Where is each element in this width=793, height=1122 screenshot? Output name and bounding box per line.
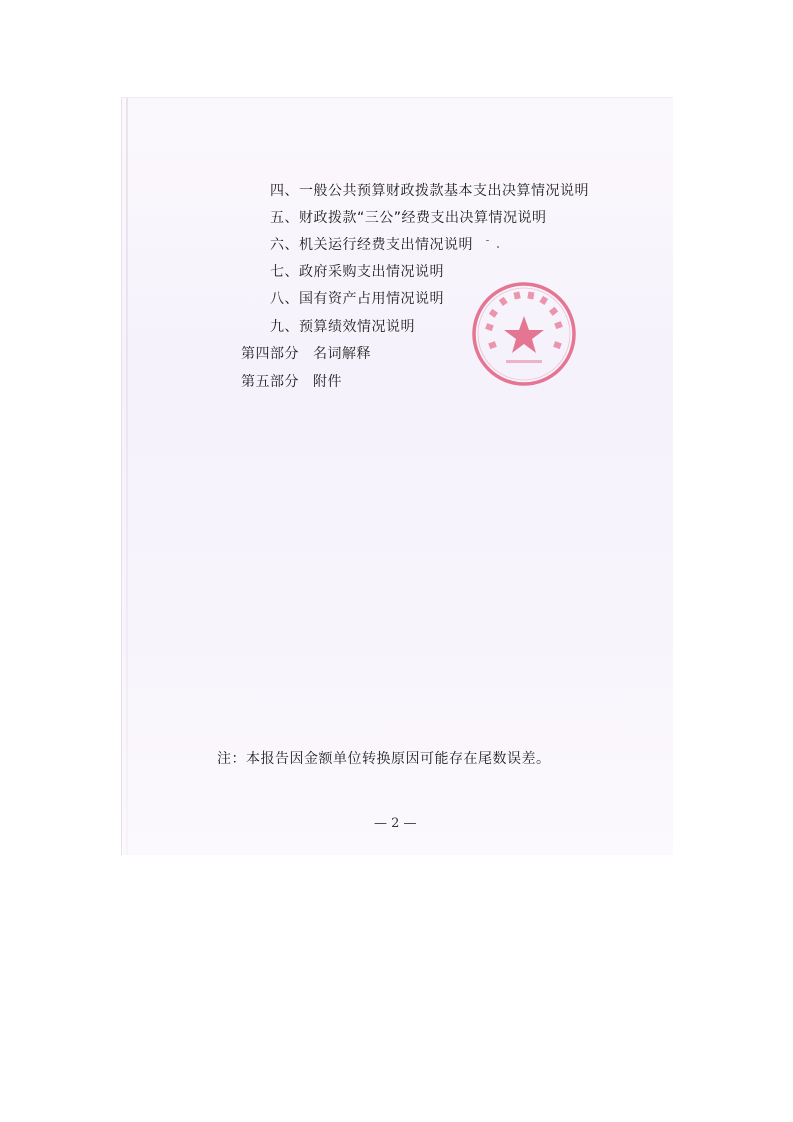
part-four: [241, 343, 371, 363]
toc-item-5: 五、财政拨款“三公”经费支出决算情况说明: [270, 210, 547, 226]
scan-speck: [497, 246, 499, 248]
part-four-title: 名词解释: [313, 346, 371, 362]
part-five-title: 附件: [313, 374, 342, 390]
part-five: [241, 371, 342, 391]
footnote: 注：本报告因金额单位转换原因可能存在尾数误差。: [217, 751, 551, 767]
toc-item-6: 六、机关运行经费支出情况说明: [270, 237, 473, 253]
part-four-label: 第四部分: [241, 346, 299, 362]
toc-item-9: 九、预算绩效情况说明: [270, 319, 415, 335]
scan-speck: [486, 240, 489, 241]
toc-item-4: 四、一般公共预算财政拨款基本支出决算情况说明: [270, 183, 589, 199]
official-seal-icon: [470, 280, 578, 388]
part-five-label: 第五部分: [241, 374, 299, 390]
page-number: — 2 —: [374, 816, 417, 831]
toc-item-7: 七、政府采购支出情况说明: [270, 264, 444, 280]
toc-item-8: 八、国有资产占用情况说明: [270, 291, 444, 307]
